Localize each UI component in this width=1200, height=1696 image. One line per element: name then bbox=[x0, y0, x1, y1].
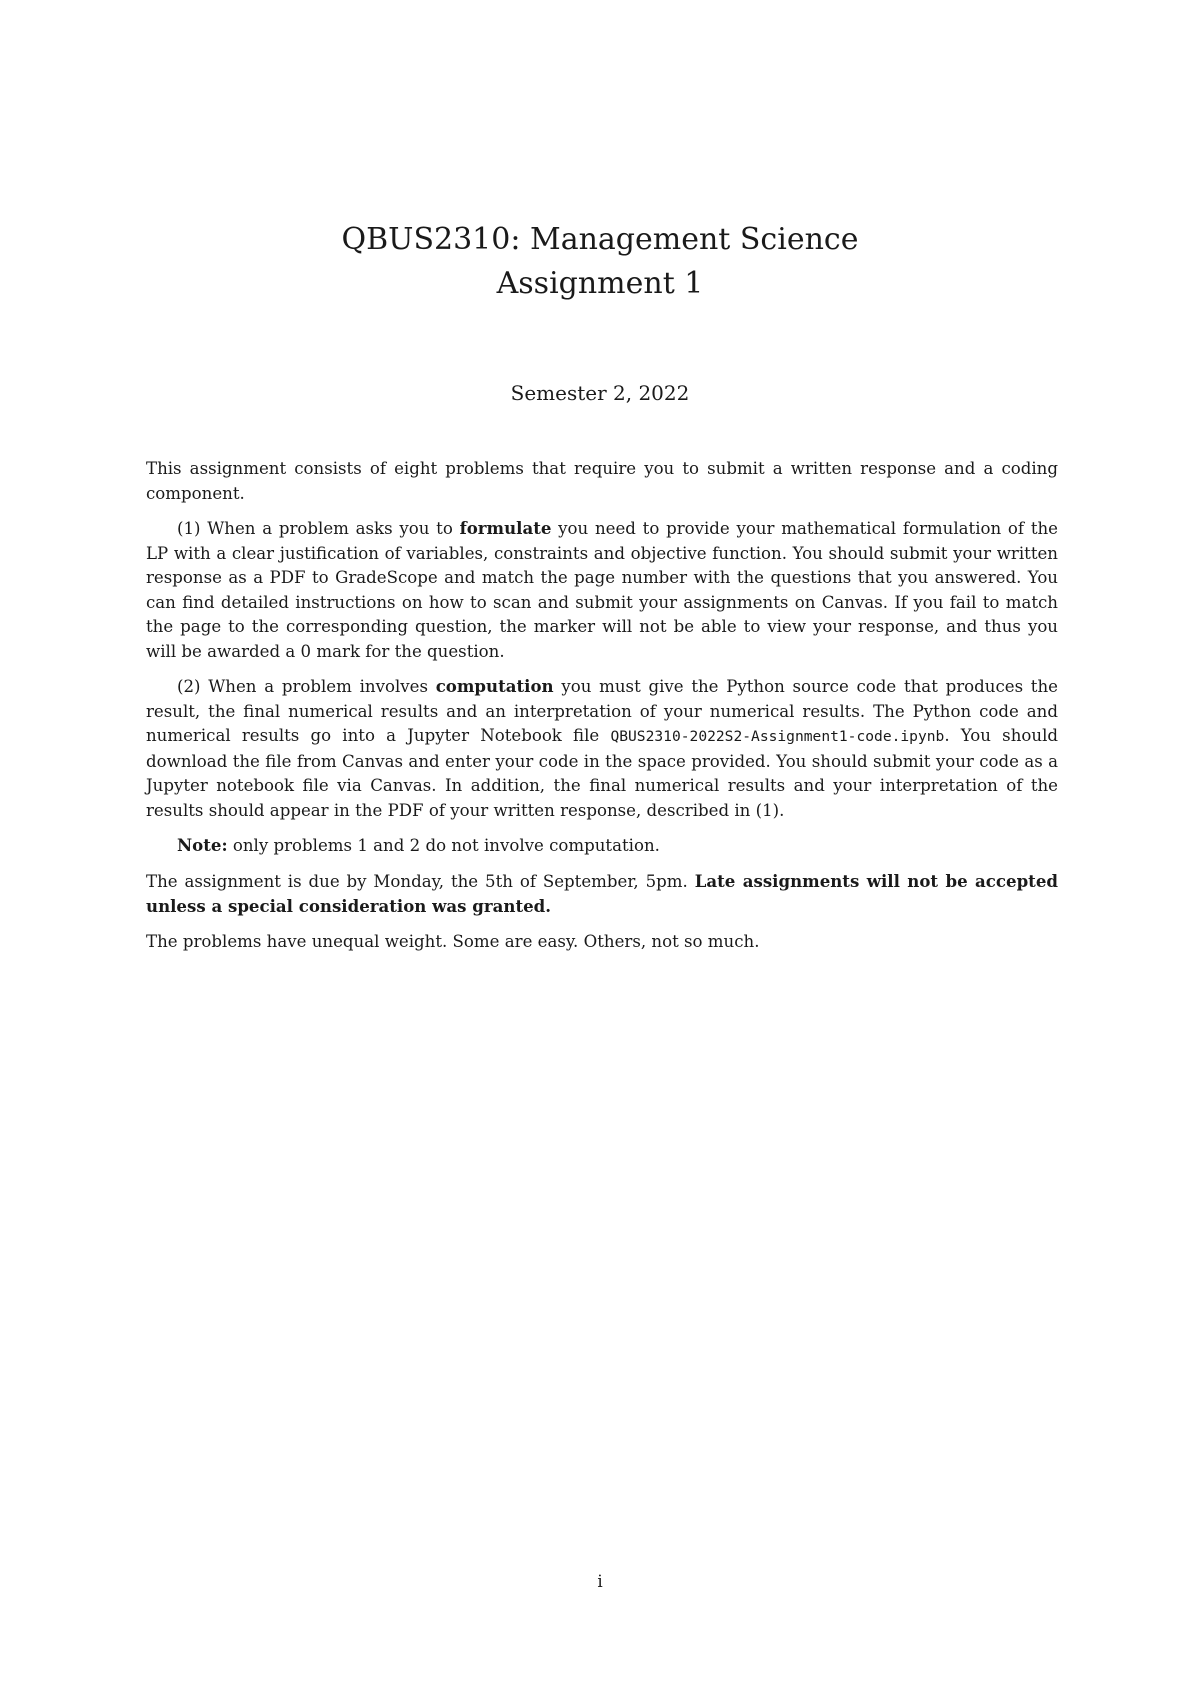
due-text: The assignment is due by Monday, the 5th of September, 5pm. bbox=[146, 871, 695, 891]
notebook-filename: QBUS2310-2022S2-Assignment1-code.ipynb bbox=[610, 728, 945, 745]
semester-date: Semester 2, 2022 bbox=[510, 381, 690, 405]
formulate-lead: (1) When a problem asks you to bbox=[177, 519, 460, 538]
computation-keyword: computation bbox=[435, 676, 554, 696]
weight-paragraph: The problems have unequal weight. Some are easy. Others, not so much. bbox=[146, 931, 760, 951]
due-paragraph bbox=[146, 869, 1058, 920]
formulate-keyword: formulate bbox=[459, 518, 552, 538]
computation-text-2: . You should download the file from Canvas and enter your code in the space provided. You should submit your code as a Jupyter notebook file via Canvas. In addition, the final numerical results and your interpretation of the results should appear in the PDF of your written response, described in (1). bbox=[146, 726, 1058, 820]
formulate-text: you need to provide your mathematical formulation of the LP with a clear justification of variables, constraints and objective function. You should submit your written response as a PDF to GradeScope and match the page number with the questions that you answered. You can find detailed instructions on how to scan and submit your assignments on Canvas. If you fail to match the page to the corresponding question, the marker will not be able to view your response, and thus you will be awarded a 0 mark for the question. bbox=[146, 519, 1058, 661]
note-paragraph bbox=[146, 833, 1058, 859]
page-number: i bbox=[597, 1572, 603, 1591]
computation-text-1: you must give the Python source code that produces the result, the final numerical results and an interpretation of your numerical results. The Python code and numerical results go into a Jupyter Notebook file bbox=[146, 677, 1058, 745]
computation-paragraph bbox=[146, 674, 1058, 823]
formulate-paragraph bbox=[146, 516, 1058, 664]
document-title bbox=[0, 218, 1200, 306]
document-body bbox=[146, 457, 1058, 964]
late-policy: Late assignments will not be accepted unless a special consideration was granted. bbox=[146, 870, 1058, 916]
course-title: QBUS2310: Management Science bbox=[341, 222, 859, 257]
note-label: Note: bbox=[177, 835, 228, 855]
computation-lead: (2) When a problem involves bbox=[177, 677, 436, 696]
intro-paragraph: This assignment consists of eight problems that require you to submit a written response and a coding component. bbox=[146, 459, 1058, 503]
assignment-title: Assignment 1 bbox=[496, 266, 704, 301]
note-text: only problems 1 and 2 do not involve computation. bbox=[227, 836, 660, 855]
